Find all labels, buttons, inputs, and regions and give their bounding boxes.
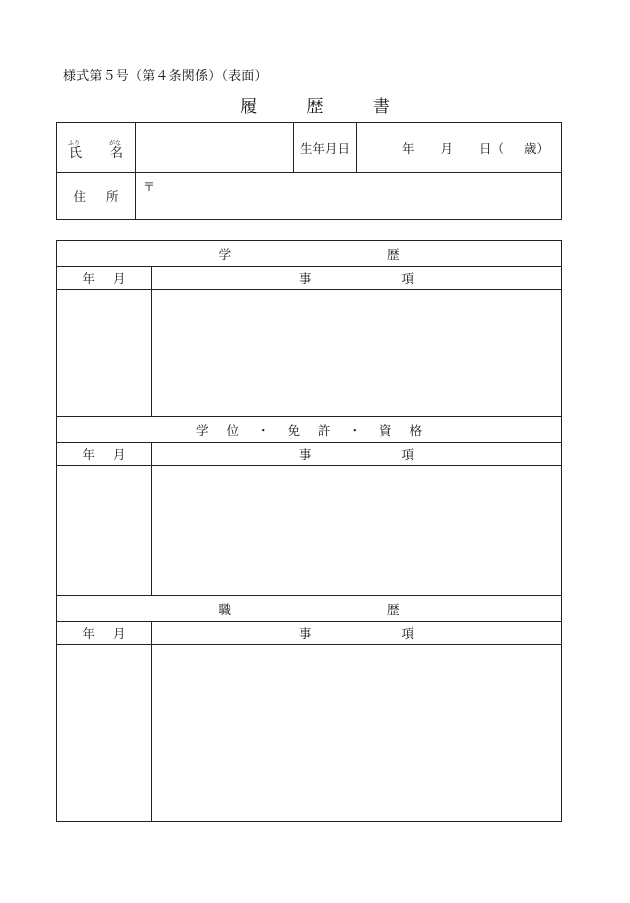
furigana-label: ふり [68,140,81,147]
qualifications-date-field[interactable] [57,466,152,596]
year-month-header: 年 月 [57,267,152,290]
personal-info-table [56,122,562,220]
education-item-field[interactable] [152,290,562,417]
birth-date-label: 生年月日 [294,123,357,173]
work-history-item-field[interactable] [152,645,562,822]
work-history-date-field[interactable] [57,645,152,822]
name-label-cell [57,123,136,173]
education-section-title: 学 歴 [57,241,562,267]
qualifications-section-title: 学 位 ・ 免 許 ・ 資 格 [57,417,562,443]
item-header: 事 項 [152,622,562,645]
document-title [0,92,630,117]
name-label: 氏 名 [69,146,124,161]
item-header: 事 項 [152,443,562,466]
history-table [56,240,562,822]
furigana-label: がな [109,140,122,147]
address-label: 住 所 [73,189,119,204]
address-field[interactable] [136,173,562,220]
item-header: 事 項 [152,267,562,290]
name-field[interactable] [136,123,294,173]
education-date-field[interactable] [57,290,152,417]
year-month-header: 年 月 [57,622,152,645]
birth-date-field[interactable]: 年 月 日（ 歳） [357,123,562,173]
title-char: 歴 [306,97,324,117]
postal-mark: 〒 [143,180,156,194]
qualifications-item-field[interactable] [152,466,562,596]
address-label-cell [57,173,136,220]
form-number-label: 様式第５号（第４条関係）（表面） [63,69,268,84]
year-month-header: 年 月 [57,443,152,466]
title-char: 履 [240,97,258,117]
work-history-section-title: 職 歴 [57,596,562,622]
title-char: 書 [372,97,390,117]
